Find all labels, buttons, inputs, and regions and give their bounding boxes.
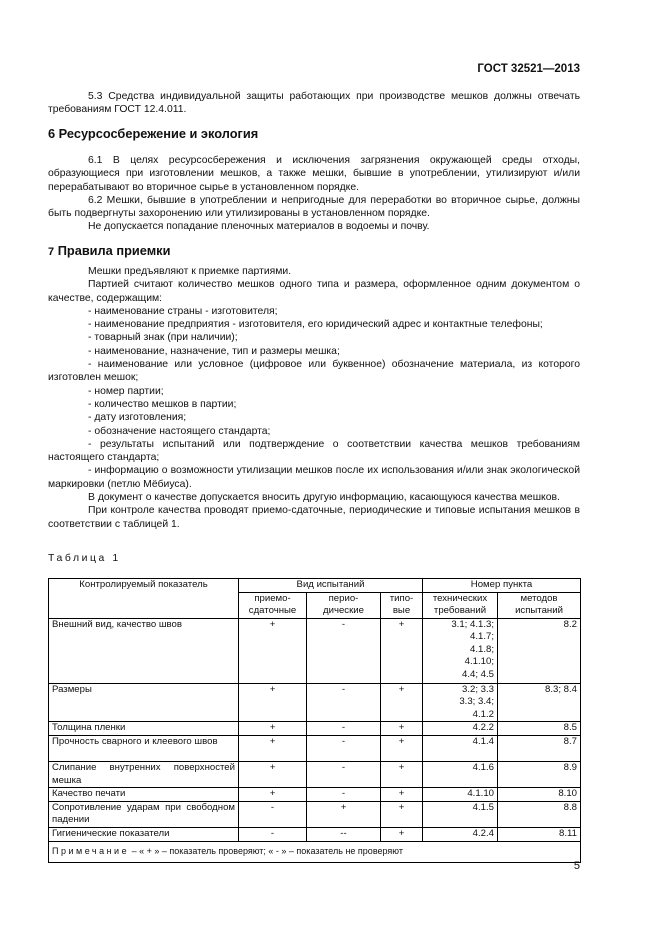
header-item: Номер пункта <box>423 579 581 593</box>
acceptance-cell: + <box>239 736 307 762</box>
periodic-cell: -- <box>307 827 381 841</box>
tech-req-cell: 4.2.4 <box>423 827 498 841</box>
indicator-cell: Сопротивление ударам при свободном падении <box>49 801 239 827</box>
paragraph: - информацию о возможности утилизации мешков после их использования и/или знак экологической маркировки (петлю Мёбиуса). <box>48 465 580 490</box>
table-row <box>49 801 581 827</box>
paragraph: 6.1 В целях ресурсосбережения и исключения загрязнения окружающей среды отходы, образующиеся при изготовлении мешков, а также мешки, бывшие в употреблении, утилизируют и/или перерабатывают во вторичное сырье в установленном порядке. <box>48 155 580 193</box>
tech-req-cell: 4.1.10 <box>423 788 498 802</box>
indicator-cell: Слипание внутренних поверхностей мешка <box>49 762 239 788</box>
section-6-body <box>48 154 580 234</box>
tech-req-cell: 4.1.5 <box>423 801 498 827</box>
methods-cell: 8.8 <box>498 801 581 827</box>
section-5-3 <box>48 90 580 117</box>
periodic-cell: - <box>307 762 381 788</box>
type-cell: + <box>381 722 423 736</box>
table-row <box>49 736 581 762</box>
table-row <box>49 788 581 802</box>
tech-req-cell: 4.1.4 <box>423 736 498 762</box>
section-number: 7 <box>48 246 55 258</box>
methods-cell: 8.11 <box>498 827 581 841</box>
document-header: ГОСТ 32521—2013 <box>477 63 580 75</box>
paragraph: - результаты испытаний или подтверждение о соответствии качества мешков требованиям настоящего стандарта; <box>48 438 580 464</box>
table-row <box>49 683 581 722</box>
header-methods: методов испытаний <box>498 592 581 618</box>
paragraph: - наименование страны - изготовителя; <box>88 305 278 317</box>
paragraph: - наименование предприятия - изготовителя, его юридический адрес и контактные телефоны; <box>88 319 543 331</box>
section-heading: 6 Ресурсосбережение и экология <box>48 126 259 141</box>
methods-cell: 8.9 <box>498 762 581 788</box>
paragraph: Не допускается попадание пленочных материалов в водоемы и почву. <box>88 221 430 233</box>
type-cell: + <box>381 788 423 802</box>
table-row <box>49 762 581 788</box>
acceptance-cell: + <box>239 683 307 722</box>
section-6 <box>48 126 580 142</box>
indicator-cell: Гигиенические показатели <box>49 827 239 841</box>
header-tech: технических требований <box>423 592 498 618</box>
header-tests: Вид испытаний <box>239 579 423 593</box>
paragraph: 6.2 Мешки, бывшие в употреблении и непригодные для переработки во вторичное сырье, должны быть подвергнуты захоронению или утилизированы в установленном порядке. <box>48 194 580 220</box>
section-7 <box>48 243 580 260</box>
methods-cell: 8.3; 8.4 <box>498 683 581 722</box>
indicator-cell: Размеры <box>49 683 239 722</box>
acceptance-cell: - <box>239 801 307 827</box>
tech-req-cell: 3.1; 4.1.3; 4.1.7; 4.1.8; 4.1.10; 4.4; 4.5 <box>423 618 498 683</box>
paragraph: Партией считают количество мешков одного типа и размера, оформленное одним документом о качестве, содержащим: <box>48 279 580 304</box>
type-cell: + <box>381 683 423 722</box>
periodic-cell: - <box>307 788 381 802</box>
type-cell: + <box>381 827 423 841</box>
header-indicator: Контролируемый показатель <box>49 579 239 619</box>
indicator-cell: Внешний вид, качество швов <box>49 618 239 683</box>
indicator-cell: Прочность сварного и клеевого швов <box>49 736 239 762</box>
header-acceptance: приемо-сдаточные <box>239 592 307 618</box>
paragraph: - товарный знак (при наличии); <box>88 332 238 344</box>
acceptance-cell: - <box>239 827 307 841</box>
table-row <box>49 827 581 841</box>
periodic-cell: - <box>307 736 381 762</box>
tech-req-cell: 4.1.6 <box>423 762 498 788</box>
page-number: 5 <box>573 860 580 872</box>
table-row <box>49 722 581 736</box>
type-cell: + <box>381 736 423 762</box>
periodic-cell: + <box>307 801 381 827</box>
tech-req-cell: 4.2.2 <box>423 722 498 736</box>
paragraph: - обозначение настоящего стандарта; <box>88 425 271 437</box>
section-7-body <box>48 265 580 531</box>
header-type: типо-вые <box>381 592 423 618</box>
type-cell: + <box>381 618 423 683</box>
methods-cell: 8.10 <box>498 788 581 802</box>
periodic-cell: - <box>307 618 381 683</box>
paragraph: - наименование, назначение, тип и размеры мешка; <box>88 345 340 357</box>
header-periodic: перио-дические <box>307 592 381 618</box>
acceptance-table <box>48 578 581 863</box>
type-cell: + <box>381 762 423 788</box>
methods-cell: 8.5 <box>498 722 581 736</box>
paragraph: - дату изготовления; <box>88 412 187 424</box>
paragraph: - наименование или условное (цифровое или буквенное) обозначение материала, из которого изготовлен мешок; <box>48 359 580 384</box>
paragraph: Мешки предъявляют к приемке партиями. <box>88 266 292 277</box>
acceptance-cell: + <box>239 788 307 802</box>
section-heading <box>48 243 580 260</box>
acceptance-cell: + <box>239 762 307 788</box>
paragraph: - количество мешков в партии; <box>88 398 237 410</box>
table-title: Таблица 1 <box>48 553 121 564</box>
periodic-cell: - <box>307 683 381 722</box>
periodic-cell: - <box>307 722 381 736</box>
paragraph: 5.3 Средства индивидуальной защиты работающих при производстве мешков должны отвечать требованиям ГОСТ 12.4.011. <box>48 91 580 116</box>
table-row <box>49 618 581 683</box>
table-note <box>49 841 581 863</box>
paragraph: - номер партии; <box>88 385 164 397</box>
type-cell: + <box>381 801 423 827</box>
note-text: – « + » – показатель проверяют; « - » – показатель не проверяют <box>129 845 403 856</box>
tech-req-cell: 3.2; 3.3 3.3; 3.4; 4.1.2 <box>423 683 498 722</box>
indicator-cell: Качество печати <box>49 788 239 802</box>
note-label: Примечание <box>52 845 130 856</box>
indicator-cell: Толщина пленки <box>49 722 239 736</box>
paragraph: В документ о качестве допускается вносить другую информацию, касающуюся качества мешков. <box>88 492 560 504</box>
methods-cell: 8.7 <box>498 736 581 762</box>
paragraph: При контроле качества проводят приемо-сдаточные, периодические и типовые испытания мешков в соответствии с таблицей 1. <box>48 505 580 530</box>
section-title: Правила приемки <box>57 243 171 258</box>
acceptance-cell: + <box>239 722 307 736</box>
acceptance-cell: + <box>239 618 307 683</box>
methods-cell: 8.2 <box>498 618 581 683</box>
